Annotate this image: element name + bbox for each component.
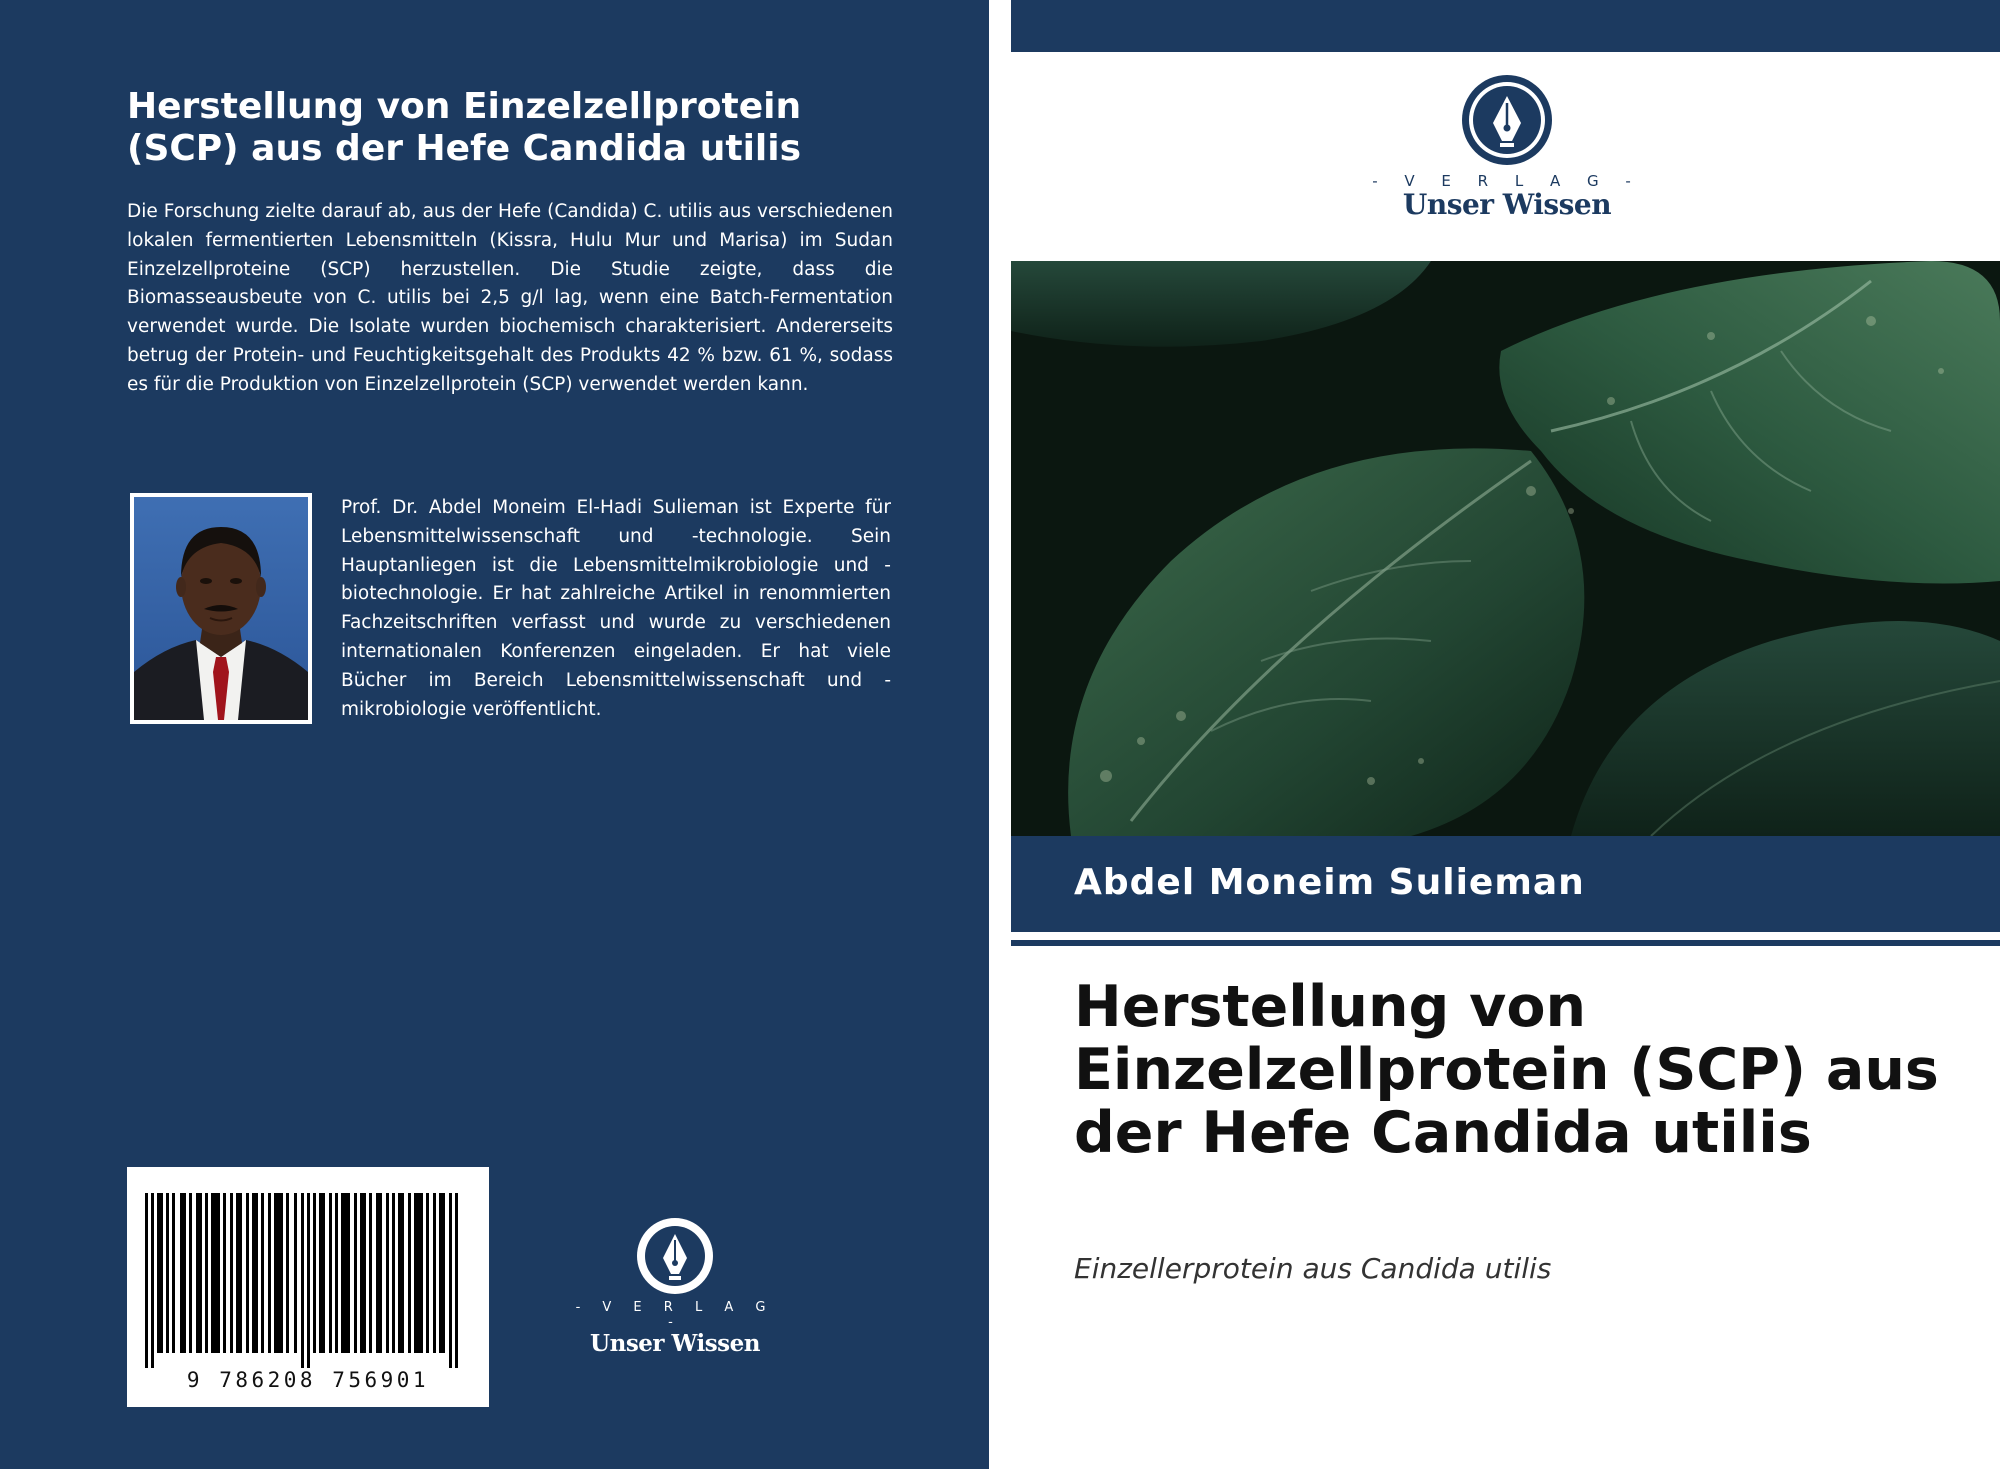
spine [989, 0, 1011, 1469]
back-publisher-logo [570, 1216, 780, 1357]
barcode-bars [145, 1193, 471, 1368]
pen-nib-emblem-icon [1461, 74, 1553, 166]
front-top-bar [1011, 0, 2000, 52]
isbn-number: 9 786208 756901 [186, 1368, 430, 1392]
front-publisher-name: Unser Wissen [1402, 188, 1612, 221]
front-cover [1011, 0, 2000, 1469]
pen-nib-emblem-icon [635, 1216, 715, 1296]
front-author-name: Abdel Moneim Sulieman [1074, 862, 1585, 903]
front-cover-subtitle: Einzellerprotein aus Candida utilis [1074, 1252, 1552, 1285]
author-portrait-image [134, 497, 308, 720]
author-biography: Prof. Dr. Abdel Moneim El-Hadi Sulieman ist Experte für Lebensmittelwissenschaft und -technologie. Sein Hauptanliegen ist die Lebensmittelmikrobiologie und -biotechnologie. Er hat zahlreiche Artikel in renommierten Fachzeitschriften verfasst und wurde zu verschiedenen internationalen Konferenzen eingeladen. Er hat viele Bücher im Bereich Lebensmittelwissenschaft und -mikrobiologie veröffentlicht. [341, 497, 891, 720]
front-cover-title: Herstellung von Einzelzellprotein (SCP) aus der Hefe Candida utilis [1074, 974, 1939, 1166]
author-photo [130, 493, 312, 724]
divider-line [1011, 940, 2000, 946]
back-cover-title: Herstellung von Einzelzellprotein (SCP) aus der Hefe Candida utilis [127, 86, 802, 169]
back-cover-abstract: Die Forschung zielte darauf ab, aus der Hefe (Candida) C. utilis aus verschiedenen lokalen fermentierten Lebensmitteln (Kissra, Hulu Mur und Marisa) im Sudan Einzelzellproteine (SCP) herzustellen. Die Studie zeigte, dass die Biomasseausbeute von C. utilis bei 2,5 g/l lag, wenn eine Batch-Fermentation verwendet wurde. Die Isolate wurden biochemisch charakterisiert. Andererseits betrug der Protein- und Feuchtigkeitsgehalt des Produkts 42 % bzw. 61 %, sodass es für die Produktion von Einzelzellprotein (SCP) verwendet werden kann. [127, 201, 893, 395]
front-publisher-logo [1367, 74, 1647, 221]
back-publisher-name: Unser Wissen [590, 1330, 760, 1357]
leaf-illustration [1011, 261, 2000, 836]
leaf-photo [1011, 261, 2000, 836]
back-cover [0, 0, 989, 1469]
author-band [1011, 836, 2000, 932]
front-verlag-label: - V E R L A G - [1372, 172, 1642, 190]
isbn-barcode [127, 1167, 489, 1407]
back-verlag-label: - V E R L A G - [575, 1300, 775, 1330]
